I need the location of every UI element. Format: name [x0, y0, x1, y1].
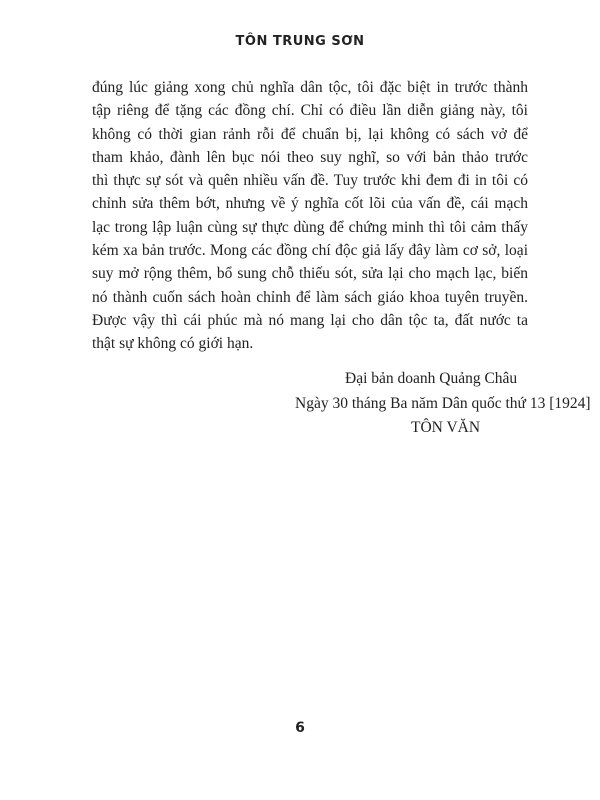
body-paragraph — [92, 76, 528, 356]
body-line: thì thực sự sót và quên nhiều vấn đề. Tuy trước khi đem đi in tôi có — [92, 172, 528, 190]
signature-date: Ngày 30 tháng Ba năm Dân quốc thứ 13 [1924] — [295, 394, 591, 412]
page-number: 6 — [295, 720, 305, 736]
body-line: lạc trong lập luận cùng sự thực dùng để chứng minh thì tôi cảm thấy — [92, 218, 528, 236]
running-header: TÔN TRUNG SƠN — [235, 34, 365, 49]
signature-author: TÔN VĂN — [411, 419, 481, 436]
body-line: không có thời gian rảnh rỗi để chuẩn bị, lại không có sách vở để — [92, 125, 528, 143]
body-line: Được vậy thì cái phúc mà nó mang lại cho dân tộc ta, đất nước ta — [92, 311, 528, 329]
body-line-last: thật sự không có giới hạn. — [92, 335, 254, 353]
body-line: nó thành cuốn sách hoàn chỉnh để làm sách giáo khoa tuyên truyền. — [92, 288, 528, 306]
signature-place: Đại bản doanh Quảng Châu — [345, 370, 518, 387]
body-line: đúng lúc giảng xong chủ nghĩa dân tộc, tôi đặc biệt in trước thành — [92, 79, 528, 96]
signature-block — [295, 367, 591, 441]
body-line: tập riêng để tặng các đồng chí. Chỉ có điều lần diễn giảng này, tôi — [92, 102, 528, 120]
body-line: kém xa bản trước. Mong các đồng chí độc giả lấy đây làm cơ sở, loại — [92, 242, 528, 260]
body-line: suy mở rộng thêm, bổ sung chỗ thiếu sót, sửa lại cho mạch lạc, biến — [92, 265, 528, 283]
body-line: tham khảo, đành lên bục nói theo suy nghĩ, so với bản thảo trước — [92, 148, 528, 166]
body-line: chỉnh sửa thêm bớt, nhưng về ý nghĩa cốt lõi của vấn đề, cái mạch — [92, 195, 528, 213]
